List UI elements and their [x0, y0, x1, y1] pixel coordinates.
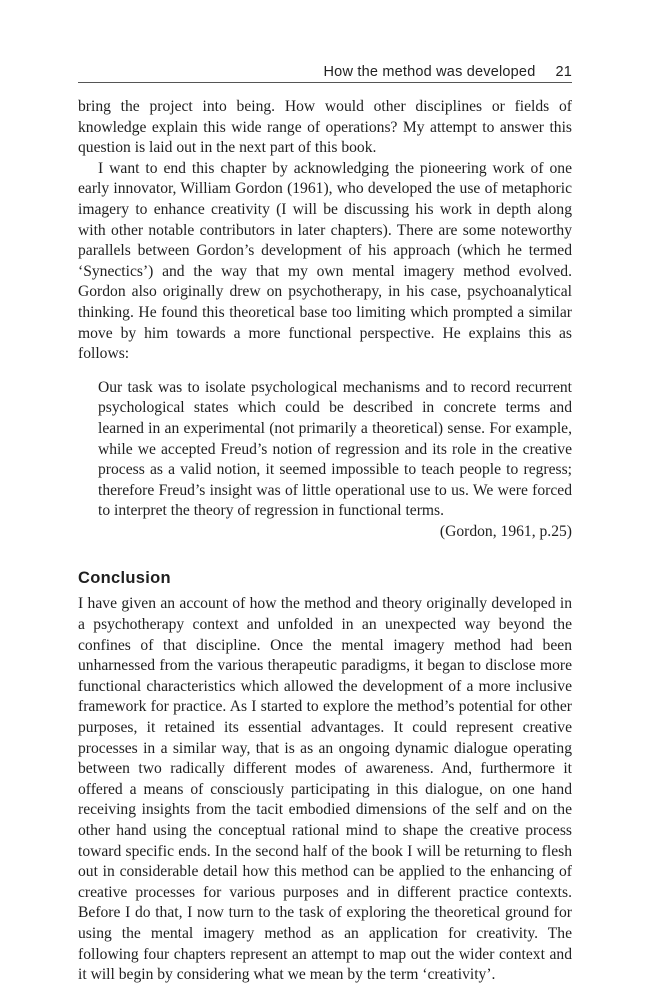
quote-citation: (Gordon, 1961, p.25): [439, 522, 572, 540]
body-text: [78, 97, 572, 986]
page-number: 21: [555, 64, 572, 80]
section-heading: Conclusion: [78, 569, 171, 588]
quote-text: Our task was to isolate psychological mechanisms and to record recurrent psychological states which could be described in concrete terms and learned in an experimental (not primarily a theoretical) sense. For example, while we accepted Freud’s notion of regression and its role in the creative process as a valid notion, it seemed impossible to teach people to regress; therefore Freud’s insight was of little operational use to us. We were forced to interpret the theory of regression in functional terms.: [98, 378, 572, 520]
paragraph-gordon: I want to end this chapter by acknowledging the pioneering work of one early innovator, William Gordon (1961), who developed the use of metaphoric imagery to enhance creativity (I will be discussing his work in depth along with other notable contributors in later chapters). There are some noteworthy parallels between Gordon’s development of his approach (which he termed ‘Synectics’) and the way that my own mental imagery method evolved. Gordon also originally drew on psychotherapy, in his case, psychoanalytical thinking. He found this theoretical base too limiting which prompted a similar move by him towards a more functional perspective. He explains this as follows:: [78, 159, 572, 363]
paragraph-conclusion: I have given an account of how the method and theory originally developed in a psychotherapy context and unfolded in an unexpected way beyond the confines of that discipline. Once the mental imagery method had been unharnessed from the various therapeutic paradigms, it began to disclose more functional characteristics which allowed the development of a more inclusive framework for practice. As I started to explore the method’s potential for other purposes, it retained its essential advantages. It could represent creative processes in a similar way, that is as an ongoing dynamic dialogue operating between two radically different modes of awareness. And, furthermore it offered a means of consciously participating in this dialogue, on one hand receiving insights from the tacit embodied dimensions of the self and on the other hand using the conceptual rational mind to shape the creative process toward specific ends. In the second half of the book I will be returning to flesh out in considerable detail how this method can be applied to the enhancing of creative processes for various purposes and in different practice contexts. Before I do that, I now turn to the task of exploring the theoretical ground for using the mental imagery method as an application for creativity. The following four chapters represent an attempt to map out the wider context and it will begin by considering what we mean by the term ‘creativity’.: [78, 595, 572, 984]
running-header: [78, 56, 572, 80]
paragraph-continuation: bring the project into being. How would other disciplines or fields of knowledge explain this wide range of operations? My attempt to answer this question is laid out in the next part of this book.: [78, 98, 572, 157]
running-title: How the method was developed: [323, 64, 536, 80]
header-rule: [78, 82, 572, 83]
block-quote: [98, 378, 572, 543]
